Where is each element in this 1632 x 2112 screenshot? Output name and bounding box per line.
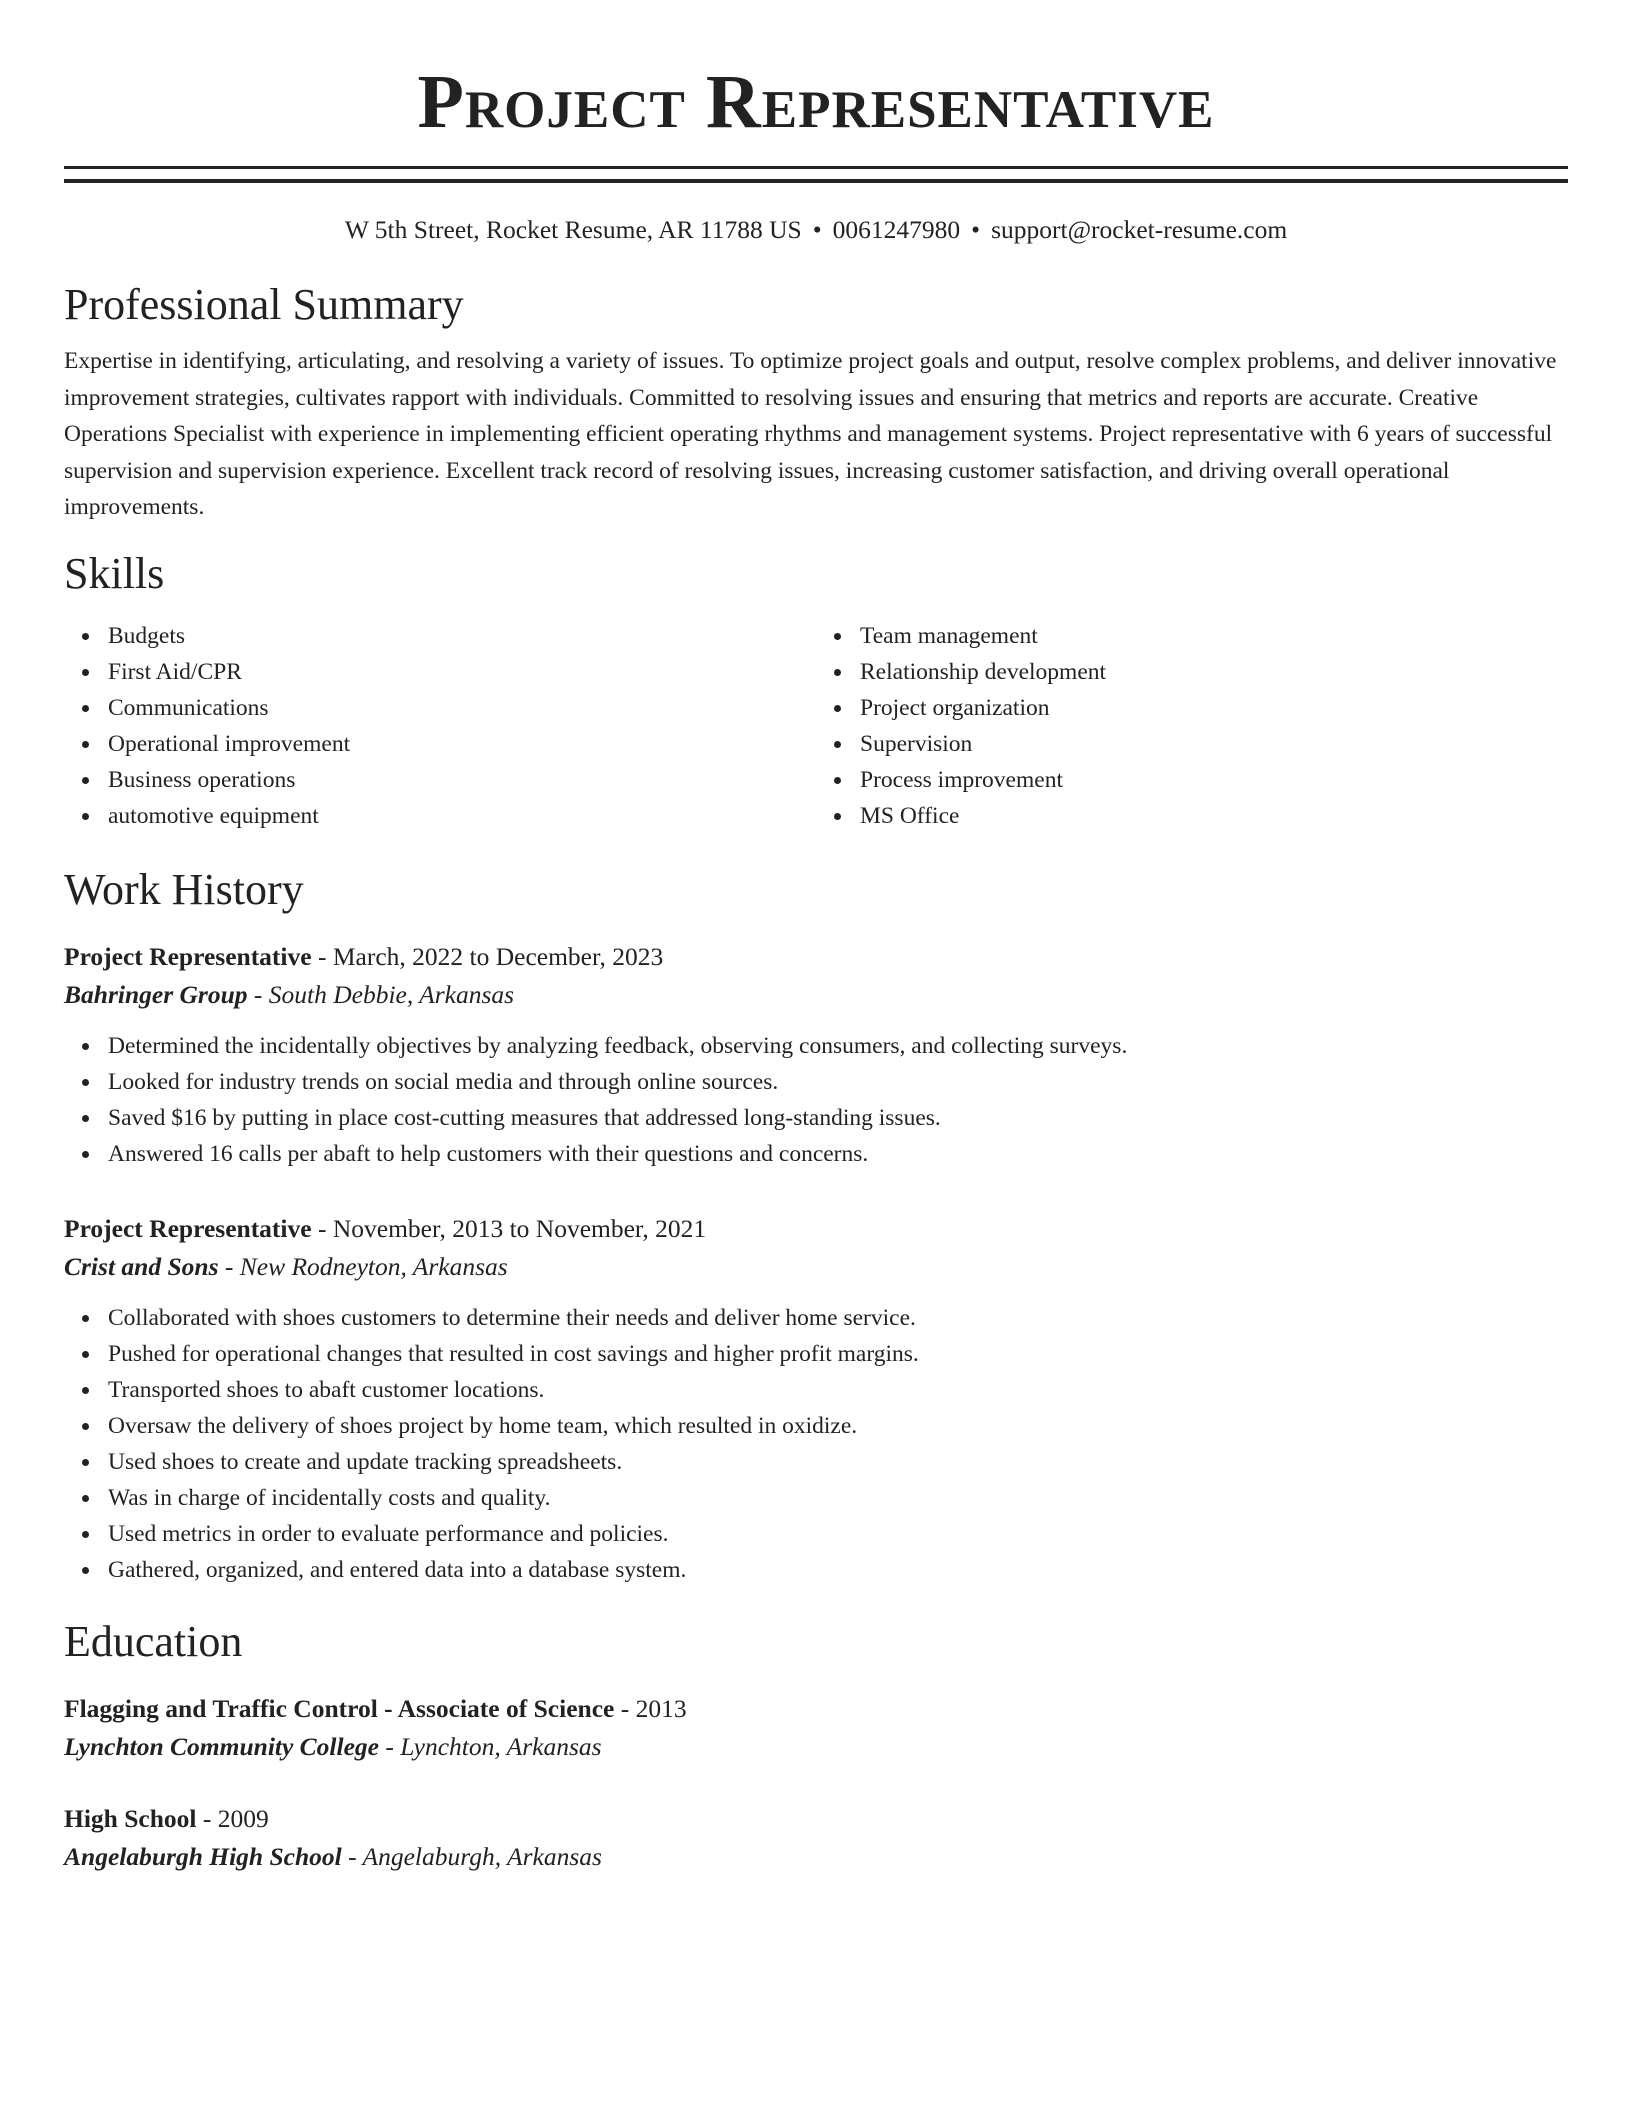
duty-item: Collaborated with shoes customers to determine their needs and deliver home service.	[108, 1300, 1568, 1336]
job-role: Project Representative	[64, 941, 312, 971]
skill-item: Business operations	[108, 762, 816, 798]
duty-item: Pushed for operational changes that resulted in cost savings and higher profit margins.	[108, 1336, 1568, 1372]
skill-item: Project organization	[860, 690, 1568, 726]
skill-item: MS Office	[860, 798, 1568, 834]
education-year: 2013	[635, 1693, 687, 1723]
education-school-line: Angelaburgh High School - Angelaburgh, Arkansas	[64, 1841, 602, 1871]
job-entry	[64, 938, 1568, 1172]
job-employer-line: Bahringer Group - South Debbie, Arkansas	[64, 979, 515, 1009]
duty-item: Used metrics in order to evaluate performance and policies.	[108, 1516, 1568, 1552]
skills-right-list	[816, 618, 1568, 834]
duty-item: Answered 16 calls per abaft to help customers with their questions and concerns.	[108, 1136, 1568, 1172]
job-dates: November, 2013 to November, 2021	[332, 1213, 707, 1243]
job-company: Crist and Sons	[64, 1251, 219, 1281]
skill-item: Communications	[108, 690, 816, 726]
skills-heading: Skills	[64, 548, 165, 598]
contact-email: support@rocket-resume.com	[991, 215, 1288, 244]
job-duties-list	[64, 1028, 1568, 1172]
job-header: Project Representative - November, 2013 to November, 2021	[64, 1213, 707, 1243]
job-location: South Debbie, Arkansas	[268, 979, 515, 1009]
job-header: Project Representative - March, 2022 to December, 2023	[64, 941, 664, 971]
education-entry	[64, 1800, 1568, 1876]
duty-item: Used shoes to create and update tracking spreadsheets.	[108, 1444, 1568, 1480]
duty-item: Transported shoes to abaft customer locations.	[108, 1372, 1568, 1408]
duty-item: Determined the incidentally objectives by analyzing feedback, observing consumers, and collecting surveys.	[108, 1028, 1568, 1064]
duty-item: Saved $16 by putting in place cost-cutting measures that addressed long-standing issues.	[108, 1100, 1568, 1136]
contact-line	[64, 213, 1568, 247]
skill-item: Team management	[860, 618, 1568, 654]
education-year: 2009	[217, 1803, 269, 1833]
resume-name: Project Representative	[417, 60, 1215, 144]
education-header: High School - 2009	[64, 1803, 269, 1833]
education-header: Flagging and Traffic Control - Associate of Science - 2013	[64, 1693, 687, 1723]
summary-heading: Professional Summary	[64, 280, 464, 329]
job-entry	[64, 1210, 1568, 1588]
job-company: Bahringer Group	[64, 979, 248, 1009]
job-employer-line: Crist and Sons - New Rodneyton, Arkansas	[64, 1251, 508, 1281]
summary-text: Expertise in identifying, articulating, and resolving a variety of issues. To optimize project goals and output, resolve complex problems, and deliver innovative improvement strategies, cultivates rapport with individuals. Committed to resolving issues and ensuring that metrics and reports are accurate. Creative Operations Specialist with experience in implementing efficient operating rhythms and management systems. Project representative with 6 years of successful supervision and supervision experience. Excellent track record of resolving issues, increasing customer satisfaction, and driving overall operational improvements.	[64, 348, 1557, 520]
skill-item: First Aid/CPR	[108, 654, 816, 690]
skill-item: Process improvement	[860, 762, 1568, 798]
education-heading: Education	[64, 1616, 243, 1666]
skills-left-list	[64, 618, 816, 834]
contact-address: W 5th Street, Rocket Resume, AR 11788 US	[344, 215, 802, 244]
job-dates: March, 2022 to December, 2023	[332, 941, 664, 971]
skill-item: Operational improvement	[108, 726, 816, 762]
education-school: Angelaburgh High School	[64, 1841, 342, 1871]
job-duties-list	[64, 1300, 1568, 1588]
contact-phone: 0061247980	[832, 215, 961, 244]
duty-item: Oversaw the delivery of shoes project by home team, which resulted in oxidize.	[108, 1408, 1568, 1444]
skill-item: Supervision	[860, 726, 1568, 762]
education-school-line: Lynchton Community College - Lynchton, Arkansas	[64, 1731, 602, 1761]
duty-item: Was in charge of incidentally costs and quality.	[108, 1480, 1568, 1516]
resume-page	[64, 0, 1568, 1876]
education-entry	[64, 1690, 1568, 1766]
skill-item: automotive equipment	[108, 798, 816, 834]
education-school: Lynchton Community College	[64, 1731, 379, 1761]
duty-item: Looked for industry trends on social media and through online sources.	[108, 1064, 1568, 1100]
skills-columns	[64, 618, 1568, 834]
education-degree: High School	[64, 1803, 197, 1833]
duty-item: Gathered, organized, and entered data into a database system.	[108, 1552, 1568, 1588]
job-location: New Rodneyton, Arkansas	[239, 1251, 508, 1281]
skill-item: Budgets	[108, 618, 816, 654]
contact-separator: •	[971, 215, 981, 244]
education-degree: Flagging and Traffic Control - Associate of Science	[64, 1693, 615, 1723]
work-history-heading: Work History	[64, 864, 304, 914]
job-role: Project Representative	[64, 1213, 312, 1243]
header-double-rule	[64, 166, 1568, 183]
education-location: Lynchton, Arkansas	[400, 1731, 602, 1761]
contact-separator: •	[812, 215, 822, 244]
education-location: Angelaburgh, Arkansas	[362, 1841, 602, 1871]
skill-item: Relationship development	[860, 654, 1568, 690]
